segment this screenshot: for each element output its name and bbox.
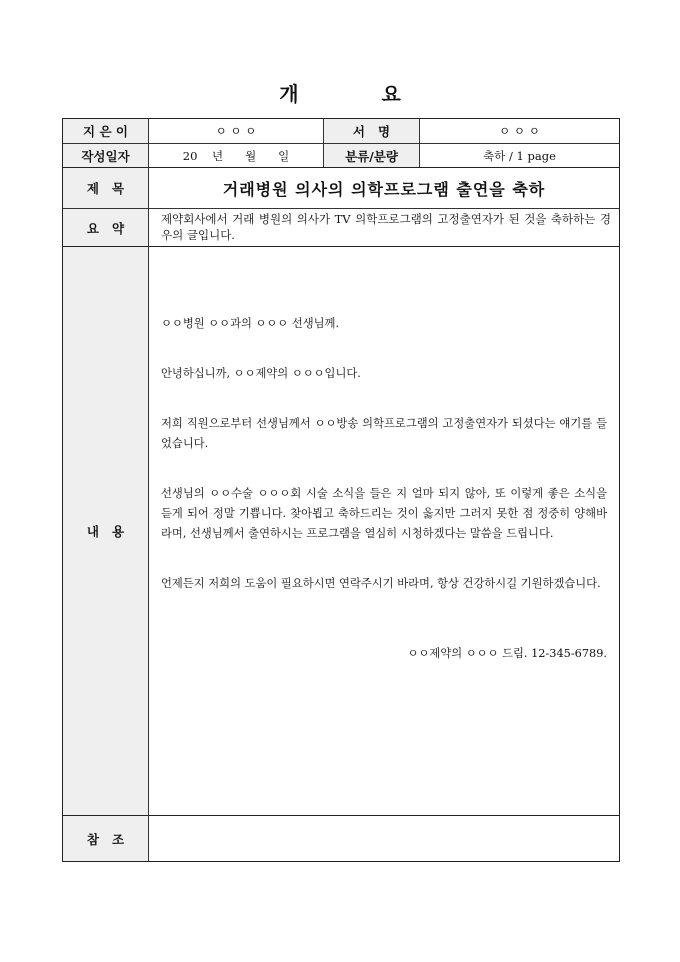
letter-paragraph: 선생님의 ㅇㅇ수술 ㅇㅇㅇ회 시술 소식을 들은 지 얼마 되지 않아, 또 이렇게 좋은 소식을 듣게 되어 정말 기쁩니다. 찾아뵙고 축하드리는 것이 옳지만 그러지 못한 점 정중히 양해바라며, 선생님께서 출연하시는 프로그램을 열심히 시청하겠다는 말씀을 드립니다.	[161, 487, 607, 540]
summary-form	[62, 118, 620, 862]
date-value: 20 년 월 일	[182, 148, 290, 163]
subject-label: 제 목	[86, 181, 125, 196]
letter-paragraph: 언제든지 저희의 도움이 필요하시면 연락주시기 바라며, 항상 건강하시길 기원하겠습니다.	[161, 577, 601, 590]
signature-label: 서 명	[352, 124, 391, 139]
summary-text: 제약회사에서 거래 병원의 의사가 TV 의학프로그램의 고정출연자가 된 것을 축하하는 경우의 글입니다.	[161, 212, 611, 242]
date-label: 작성일자	[81, 148, 130, 164]
letter-intro: 안녕하십니까, ㅇㅇ제약의 ㅇㅇㅇ입니다.	[161, 367, 361, 380]
content-body	[161, 314, 607, 664]
divider	[148, 119, 149, 861]
author-label: 지 은 이	[83, 124, 128, 139]
signature-value: ㅇ ㅇ ㅇ	[499, 124, 540, 138]
letter-closing: ㅇㅇ제약의 ㅇㅇㅇ 드림. 12-345-6789.	[407, 647, 607, 660]
reference-label: 참 조	[86, 831, 125, 847]
summary-label: 요 약	[86, 220, 125, 236]
letter-paragraph: 저희 직원으로부터 선생님께서 ㅇㅇ방송 의학프로그램의 고정출연자가 되셨다는 얘기를 들었습니다.	[161, 417, 607, 450]
content-label: 내 용	[86, 524, 125, 539]
author-value: ㅇ ㅇ ㅇ	[215, 124, 257, 138]
letter-greeting: ㅇㅇ병원 ㅇㅇ과의 ㅇㅇㅇ 선생님께.	[161, 317, 340, 330]
page-title: 개 요	[279, 82, 439, 106]
reference-value	[149, 816, 619, 861]
category-value: 축하 / 1 page	[483, 148, 556, 163]
category-label: 분류/분량	[345, 148, 398, 164]
subject-value: 거래병원 의사의 의학프로그램 출연을 축하	[222, 179, 546, 199]
